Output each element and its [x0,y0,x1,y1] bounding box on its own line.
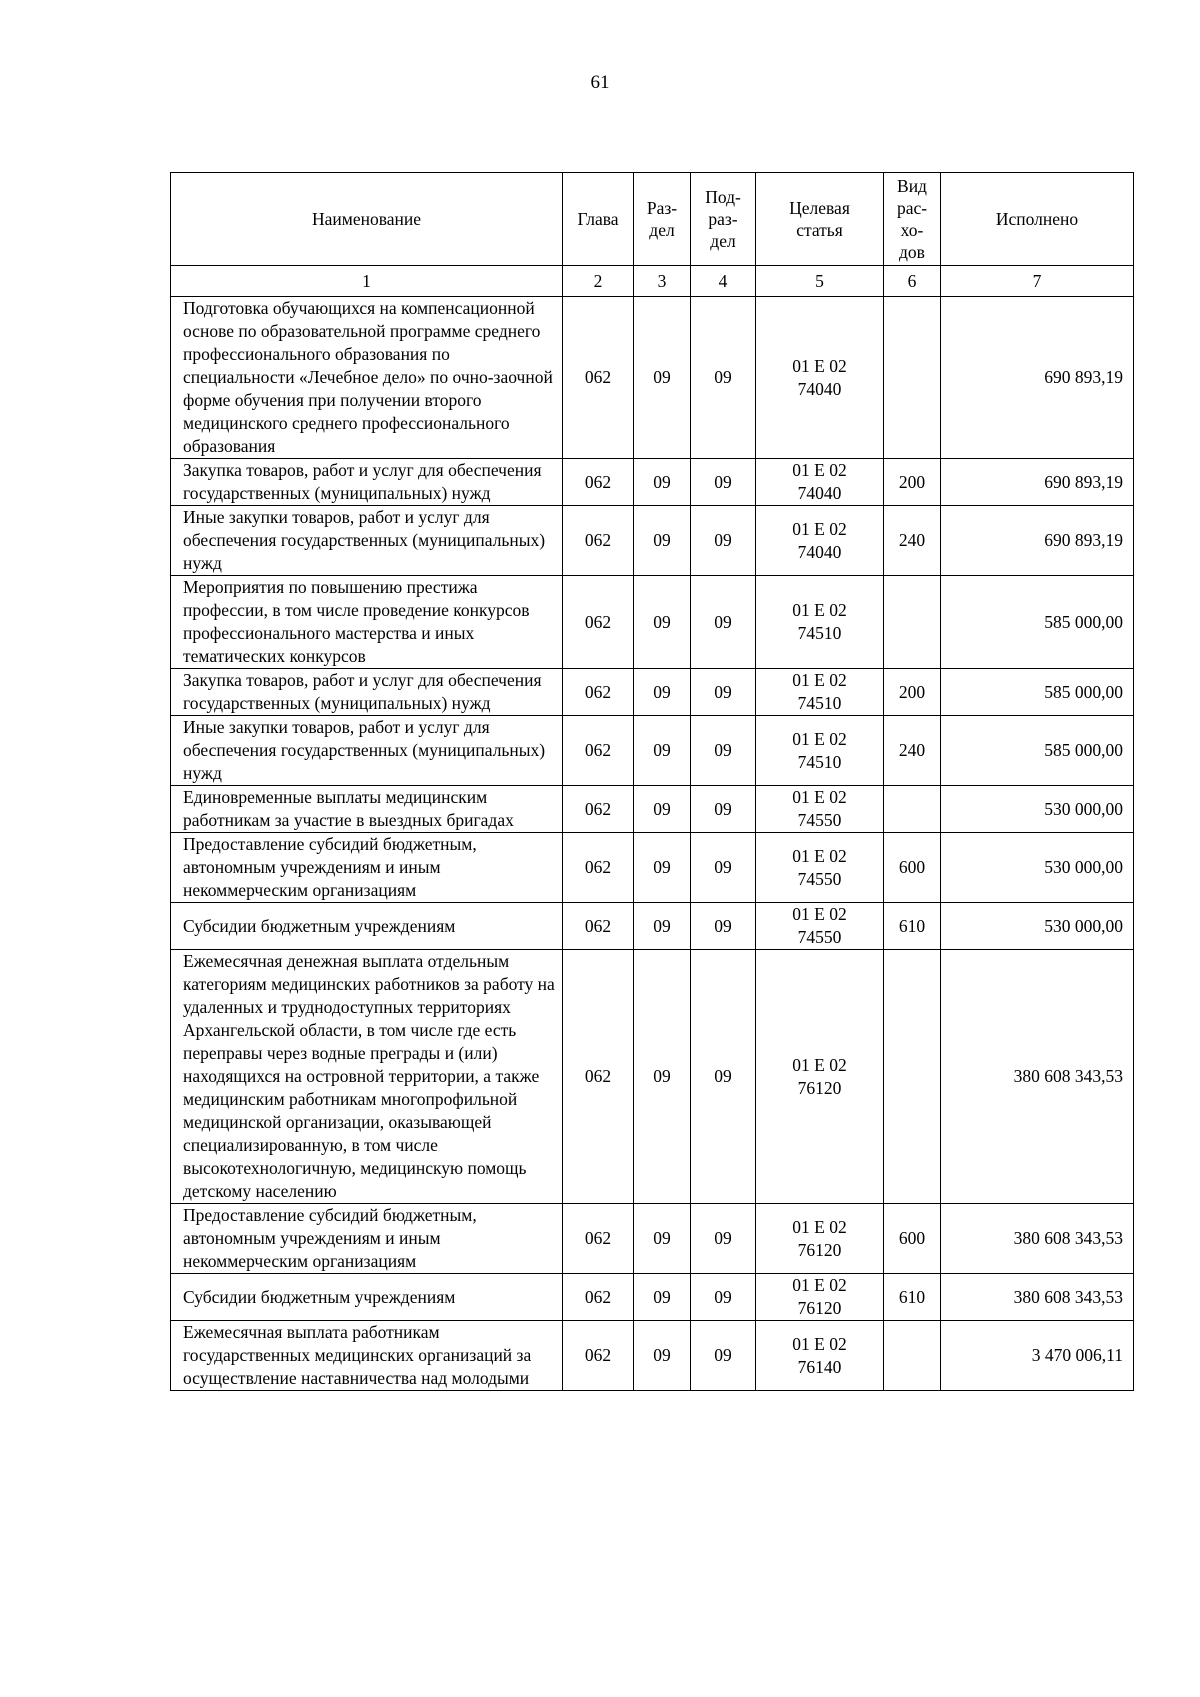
row-target-line-2: 74510 [797,751,842,772]
row-subsection: 09 [691,786,756,833]
row-target [756,297,884,459]
header-target: Целевая статья [756,173,884,266]
row-target [756,506,884,576]
row-target-line-1: 01 Е 02 [792,728,847,749]
row-target [756,903,884,950]
row-amount: 3 470 006,11 [941,1321,1134,1391]
budget-table [170,172,1134,1391]
row-target-line-1: 01 Е 02 [792,670,847,690]
row-chapter: 062 [563,459,634,506]
row-target-line-2: 74510 [797,623,842,643]
row-target-line-1: 01 Е 02 [792,355,847,376]
table-row [171,459,1134,506]
row-amount: 530 000,00 [941,833,1134,903]
row-target [756,833,884,903]
row-expense-type: 240 [884,506,941,576]
row-amount: 585 000,00 [941,576,1134,669]
row-chapter: 062 [563,576,634,669]
row-section: 09 [634,297,691,459]
row-name: Подготовка обучающихся на компенсационной основе по образовательной программе среднего профессионального образования по специальности «Лечебное дело» по очно-заочной форме обучения при получении второго медицинского среднего профессионального образования [171,297,563,459]
row-subsection: 09 [691,297,756,459]
row-chapter: 062 [563,1321,634,1391]
table-row [171,833,1134,903]
row-chapter: 062 [563,1204,634,1274]
row-name: Закупка товаров, работ и услуг для обеспечения государственных (муниципальных) нужд [171,669,563,716]
row-subsection: 09 [691,1321,756,1391]
row-chapter: 062 [563,716,634,786]
header-section: Раз- дел [634,173,691,266]
row-section: 09 [634,833,691,903]
row-target-line-2: 74040 [797,541,842,562]
row-name: Иные закупки товаров, работ и услуг для обеспечения государственных (муниципальных) нужд [171,506,563,576]
row-target [756,786,884,833]
row-subsection: 09 [691,716,756,786]
table-row [171,950,1134,1204]
row-section: 09 [634,903,691,950]
row-name: Закупка товаров, работ и услуг для обеспечения государственных (муниципальных) нужд [171,459,563,506]
row-target-line-2: 76120 [797,1077,842,1098]
table-row [171,1274,1134,1321]
row-target-line-2: 74510 [797,693,842,713]
header-expense-type: Вид рас- хо- дов [884,173,941,266]
row-target-line-2: 76140 [797,1356,842,1377]
header-chapter: Глава [563,173,634,266]
row-target [756,716,884,786]
row-chapter: 062 [563,833,634,903]
row-amount: 530 000,00 [941,786,1134,833]
row-chapter: 062 [563,903,634,950]
row-subsection: 09 [691,950,756,1204]
column-number-row [171,266,1134,297]
row-chapter: 062 [563,669,634,716]
row-name: Предоставление субсидий бюджетным, автономным учреждениям и иным некоммерческим организациям [171,1204,563,1274]
header-subsection: Под- раз- дел [691,173,756,266]
row-target-line-2: 74550 [797,810,842,830]
row-name: Иные закупки товаров, работ и услуг для обеспечения государственных (муниципальных) нужд [171,716,563,786]
row-target-line-1: 01 Е 02 [792,518,847,539]
row-amount: 690 893,19 [941,459,1134,506]
row-section: 09 [634,506,691,576]
row-expense-type [884,297,941,459]
table-row [171,576,1134,669]
page-number: 61 [590,72,610,93]
row-expense-type [884,576,941,669]
row-name: Ежемесячная денежная выплата отдельным категориям медицинских работников за работу на удаленных и труднодоступных территориях Архангельской области, в том числе где есть переправы через водные преграды и (или) находящихся на островной территории, а также медицинским работникам многопрофильной медицинской организации, оказывающей специализированную, в том числе высокотехнологичную, медицинскую помощь детскому населению [171,950,563,1204]
row-expense-type: 240 [884,716,941,786]
row-subsection: 09 [691,1204,756,1274]
row-chapter: 062 [563,297,634,459]
column-number: 2 [563,266,634,297]
row-chapter: 062 [563,786,634,833]
header-executed: Исполнено [941,173,1134,266]
row-target-line-2: 74550 [797,927,842,947]
row-amount: 585 000,00 [941,716,1134,786]
row-target-line-1: 01 Е 02 [792,845,847,866]
header-name: Наименование [171,173,563,266]
row-target-line-2: 76120 [797,1239,842,1260]
row-expense-type [884,1321,941,1391]
table-row [171,506,1134,576]
row-subsection: 09 [691,506,756,576]
row-amount: 530 000,00 [941,903,1134,950]
row-expense-type: 200 [884,459,941,506]
row-amount: 380 608 343,53 [941,1274,1134,1321]
row-target-line-2: 74040 [797,483,842,503]
column-number: 3 [634,266,691,297]
column-number: 7 [941,266,1134,297]
header-row [171,173,1134,266]
row-target-line-2: 74040 [797,378,842,399]
row-chapter: 062 [563,506,634,576]
row-target-line-2: 76120 [797,1298,842,1318]
row-expense-type: 200 [884,669,941,716]
row-subsection: 09 [691,576,756,669]
row-target-line-1: 01 Е 02 [792,1275,847,1295]
table-row [171,1321,1134,1391]
row-section: 09 [634,716,691,786]
row-chapter: 062 [563,950,634,1204]
row-section: 09 [634,1274,691,1321]
row-target-line-1: 01 Е 02 [792,1216,847,1237]
table-row [171,716,1134,786]
row-expense-type: 600 [884,833,941,903]
row-section: 09 [634,786,691,833]
row-name: Ежемесячная выплата работникам государственных медицинских организаций за осуществление наставничества над молодыми [171,1321,563,1391]
row-target-line-1: 01 Е 02 [792,1054,847,1075]
row-subsection: 09 [691,669,756,716]
row-name: Предоставление субсидий бюджетным, автономным учреждениям и иным некоммерческим организациям [171,833,563,903]
row-target-line-1: 01 Е 02 [792,904,847,924]
row-target [756,1321,884,1391]
row-amount: 380 608 343,53 [941,1204,1134,1274]
row-target-line-1: 01 Е 02 [792,600,847,620]
row-expense-type: 600 [884,1204,941,1274]
column-number: 6 [884,266,941,297]
column-number: 1 [171,266,563,297]
row-target-line-1: 01 Е 02 [792,787,847,807]
row-target [756,576,884,669]
row-name: Субсидии бюджетным учреждениям [171,903,563,950]
row-target [756,1204,884,1274]
row-amount: 585 000,00 [941,669,1134,716]
row-amount: 690 893,19 [941,297,1134,459]
row-subsection: 09 [691,1274,756,1321]
row-expense-type [884,950,941,1204]
row-target [756,950,884,1204]
table-row [171,669,1134,716]
row-target [756,1274,884,1321]
row-subsection: 09 [691,833,756,903]
row-target-line-1: 01 Е 02 [792,460,847,480]
row-section: 09 [634,1321,691,1391]
table-row [171,903,1134,950]
row-target-line-2: 74550 [797,868,842,889]
row-section: 09 [634,576,691,669]
row-chapter: 062 [563,1274,634,1321]
row-subsection: 09 [691,459,756,506]
row-amount: 380 608 343,53 [941,950,1134,1204]
row-section: 09 [634,459,691,506]
row-expense-type [884,786,941,833]
row-name: Единовременные выплаты медицинским работникам за участие в выездных бригадах [171,786,563,833]
row-section: 09 [634,669,691,716]
table-row [171,1204,1134,1274]
column-number: 5 [756,266,884,297]
column-number: 4 [691,266,756,297]
row-amount: 690 893,19 [941,506,1134,576]
row-name: Субсидии бюджетным учреждениям [171,1274,563,1321]
row-section: 09 [634,1204,691,1274]
row-target [756,459,884,506]
table-row [171,786,1134,833]
row-section: 09 [634,950,691,1204]
table-row [171,297,1134,459]
row-target-line-1: 01 Е 02 [792,1333,847,1354]
row-expense-type: 610 [884,1274,941,1321]
row-expense-type: 610 [884,903,941,950]
row-target [756,669,884,716]
row-subsection: 09 [691,903,756,950]
row-name: Мероприятия по повышению престижа профессии, в том числе проведение конкурсов профессионального мастерства и иных тематических конкурсов [171,576,563,669]
